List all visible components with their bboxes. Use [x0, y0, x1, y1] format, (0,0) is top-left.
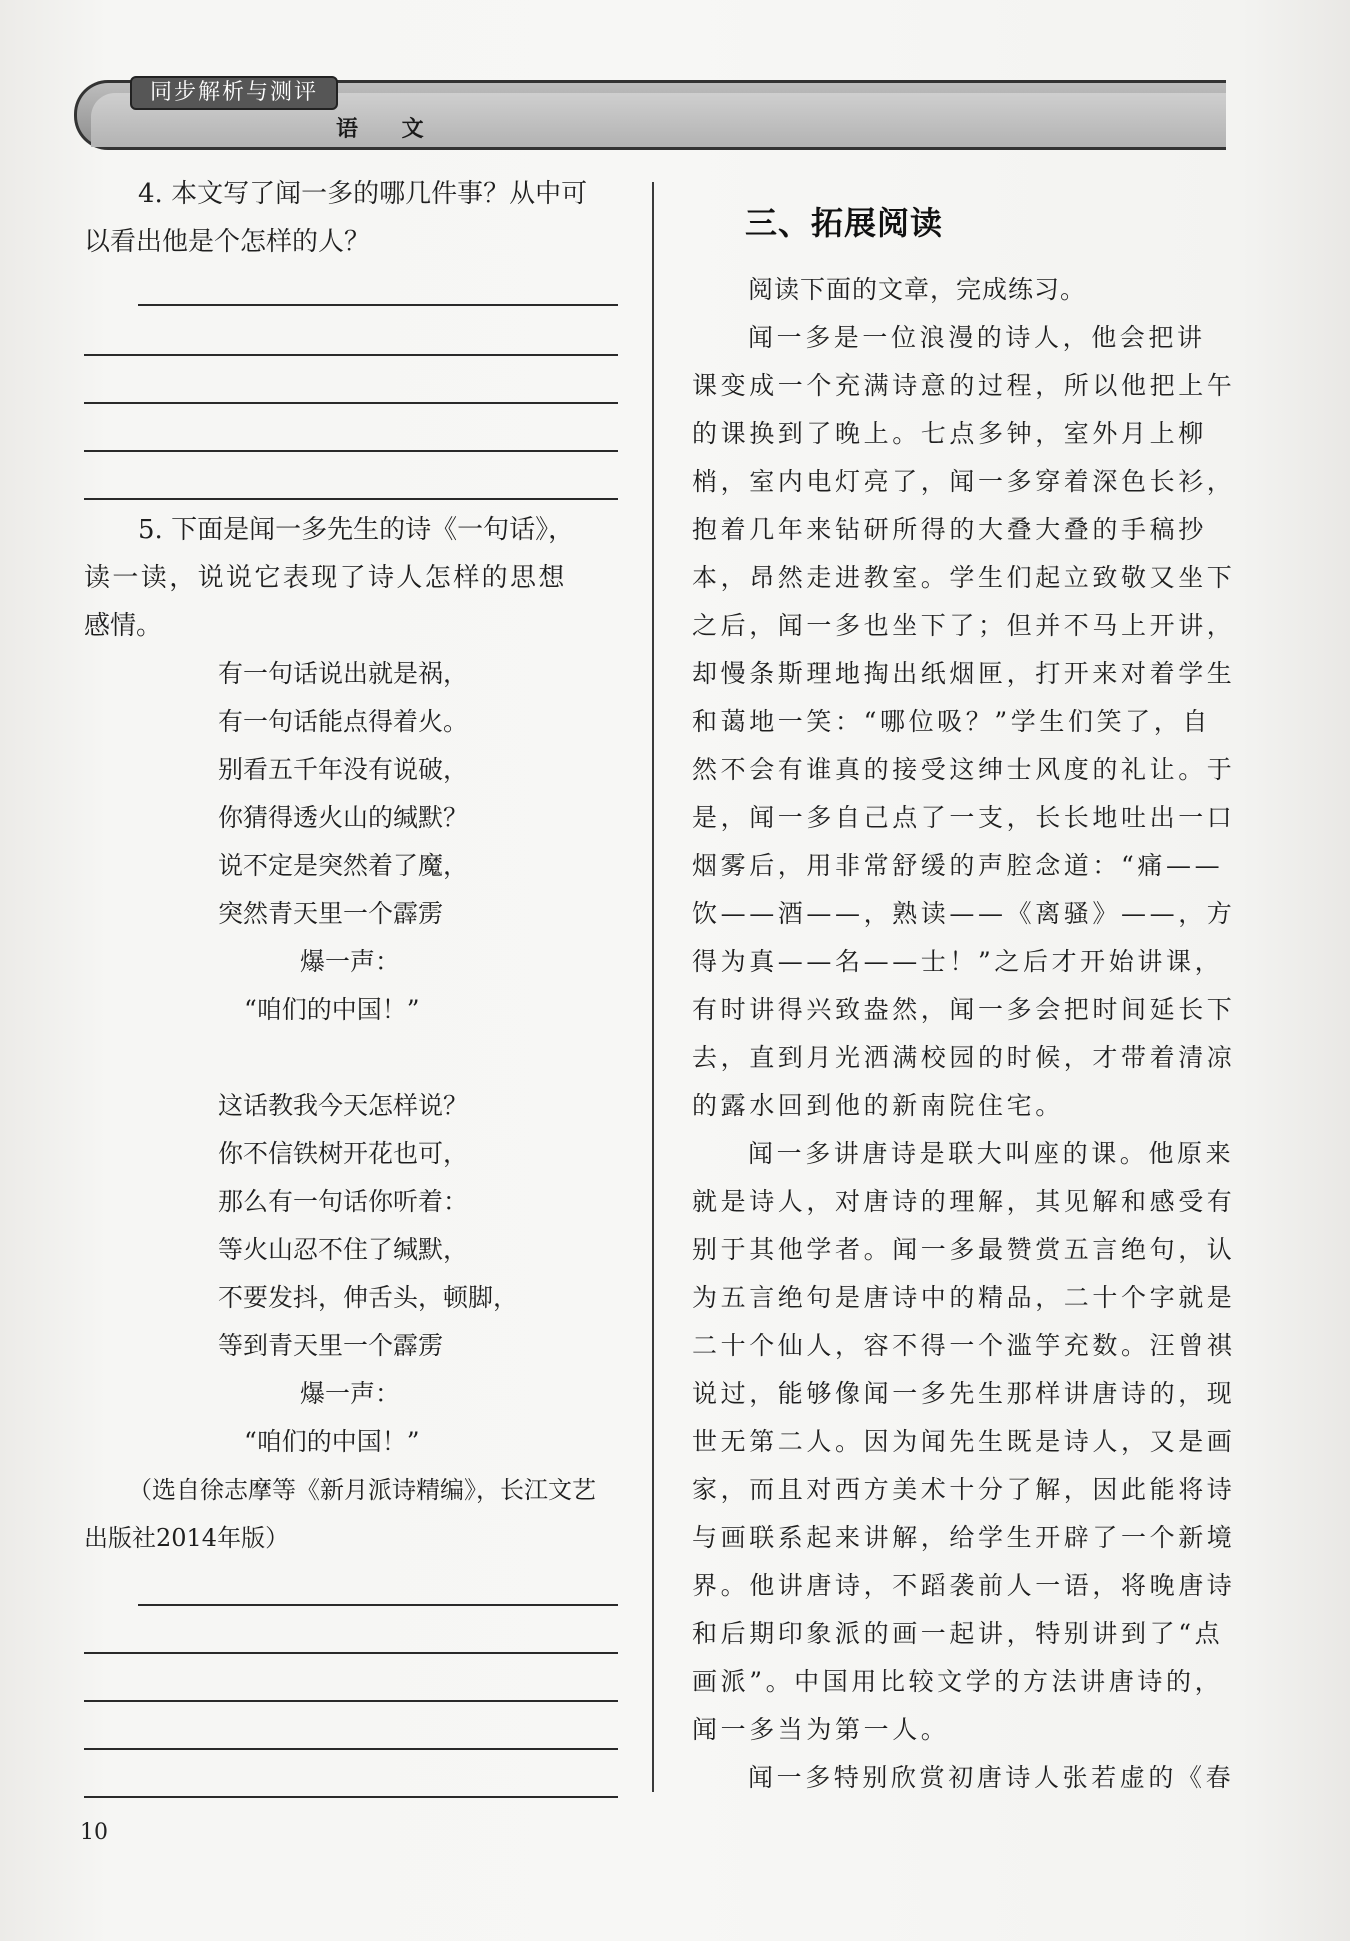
passage-line: 与画联系起来讲解，给学生开辟了一个新境 — [692, 1523, 1236, 1552]
passage-line: 画派”。中国用比较文学的方法讲唐诗的， — [692, 1667, 1224, 1696]
poem-source-line2: 出版社2014年版） — [84, 1524, 290, 1552]
passage-line: 梢，室内电灯亮了，闻一多穿着深色长衫， — [692, 467, 1236, 496]
passage-line: 家，而且对西方美术十分了解，因此能将诗 — [692, 1475, 1236, 1504]
answer-line[interactable] — [84, 402, 618, 404]
passage-line: 世无第二人。因为闻先生既是诗人，又是画 — [692, 1427, 1236, 1456]
series-title: 同步解析与测评 — [130, 76, 338, 110]
passage-line: 得为真——名——士！”之后才开始讲课， — [692, 947, 1224, 976]
answer-line[interactable] — [84, 1796, 618, 1798]
question5-line1: 5. 下面是闻一多先生的诗《一句话》， — [138, 515, 575, 545]
answer-line[interactable] — [84, 498, 618, 500]
question5-line2: 读一读，说说它表现了诗人怎样的思想 — [84, 563, 567, 593]
passage-line: 就是诗人，对唐诗的理解，其见解和感受有 — [692, 1187, 1236, 1216]
page-number: 10 — [80, 1820, 108, 1845]
poem-line: 说不定是突然着了魔， — [218, 851, 469, 880]
poem-line: 不要发抖，伸舌头，顿脚， — [218, 1283, 519, 1312]
answer-line[interactable] — [84, 450, 618, 452]
answer-line[interactable] — [84, 1652, 618, 1654]
passage-line: 和蔼地一笑：“哪位吸？”学生们笑了，自 — [692, 707, 1211, 736]
passage-line: 二十个仙人，容不得一个滥竽充数。汪曾祺 — [692, 1331, 1236, 1360]
answer-line[interactable] — [84, 1700, 618, 1702]
question5-line3: 感情。 — [84, 611, 163, 641]
poem-shout: “咱们的中国！” — [244, 995, 420, 1024]
passage-line: 本，昂然走进教室。学生们起立致敬又坐下 — [692, 563, 1236, 592]
column-divider — [652, 182, 654, 1792]
poem-line: 那么有一句话你听着： — [218, 1187, 469, 1216]
passage-line: 闻一多是一位浪漫的诗人，他会把讲 — [748, 323, 1206, 352]
passage-line: 烟雾后，用非常舒缓的声腔念道：“痛—— — [692, 851, 1224, 880]
passage-line: 闻一多特别欣赏初唐诗人张若虚的《春 — [748, 1763, 1235, 1792]
passage-line: 说过，能够像闻一多先生那样讲唐诗的，现 — [692, 1379, 1236, 1408]
poem-line: 有一句话说出就是祸， — [218, 659, 469, 688]
subject-label: 语 文 — [336, 117, 442, 142]
poem-line: 你不信铁树开花也可， — [218, 1139, 469, 1168]
answer-line[interactable] — [138, 304, 618, 306]
poem-line: 你猜得透火山的缄默？ — [218, 803, 469, 832]
passage-line: 之后，闻一多也坐下了；但并不马上开讲， — [692, 611, 1236, 640]
poem-refrain: 爆一声： — [300, 1379, 401, 1408]
passage-line: 界。他讲唐诗，不蹈袭前人一语，将晚唐诗 — [692, 1571, 1236, 1600]
passage-line: 的露水回到他的新南院住宅。 — [692, 1091, 1064, 1120]
passage-line: 闻一多当为第一人。 — [692, 1715, 950, 1744]
poem-source-line1: （选自徐志摩等《新月派诗精编》，长江文艺 — [128, 1476, 596, 1504]
poem-line: 有一句话能点得着火。 — [218, 707, 469, 736]
poem-line: 这话教我今天怎样说？ — [218, 1091, 469, 1120]
passage-line: 是，闻一多自己点了一支，长长地吐出一口 — [692, 803, 1236, 832]
passage-line: 的课换到了晚上。七点多钟，室外月上柳 — [692, 419, 1207, 448]
passage-line: 为五言绝句是唐诗中的精品，二十个字就是 — [692, 1283, 1236, 1312]
passage-line: 饮——酒——，熟读——《离骚》——，方 — [692, 899, 1236, 928]
passage-line: 别于其他学者。闻一多最赞赏五言绝句，认 — [692, 1235, 1236, 1264]
poem-line: 等火山忍不住了缄默， — [218, 1235, 469, 1264]
answer-line[interactable] — [84, 354, 618, 356]
poem-line: 别看五千年没有说破， — [218, 755, 469, 784]
poem-refrain: 爆一声： — [300, 947, 401, 976]
passage-line: 和后期印象派的画一起讲，特别讲到了“点 — [692, 1619, 1224, 1648]
passage-line: 去，直到月光洒满校园的时候，才带着清凉 — [692, 1043, 1236, 1072]
passage-line: 抱着几年来钻研所得的大叠大叠的手稿抄 — [692, 515, 1207, 544]
question4-line1: 4. 本文写了闻一多的哪几件事？从中可 — [138, 179, 588, 209]
section-title: 三、拓展阅读 — [745, 204, 944, 242]
passage-line: 课变成一个充满诗意的过程，所以他把上午 — [692, 371, 1236, 400]
answer-line[interactable] — [138, 1604, 618, 1606]
passage-line: 却慢条斯理地掏出纸烟匣，打开来对着学生 — [692, 659, 1236, 688]
passage-line: 有时讲得兴致盎然，闻一多会把时间延长下 — [692, 995, 1236, 1024]
poem-line: 等到青天里一个霹雳 — [218, 1331, 444, 1360]
passage-line: 然不会有谁真的接受这绅士风度的礼让。于 — [692, 755, 1236, 784]
question4-line2: 以看出他是个怎样的人？ — [84, 227, 371, 257]
poem-line: 突然青天里一个霹雳 — [218, 899, 444, 928]
instruction-text: 阅读下面的文章，完成练习。 — [748, 275, 1087, 304]
poem-shout: “咱们的中国！” — [244, 1427, 420, 1456]
answer-line[interactable] — [84, 1748, 618, 1750]
passage-line: 闻一多讲唐诗是联大叫座的课。他原来 — [748, 1139, 1235, 1168]
